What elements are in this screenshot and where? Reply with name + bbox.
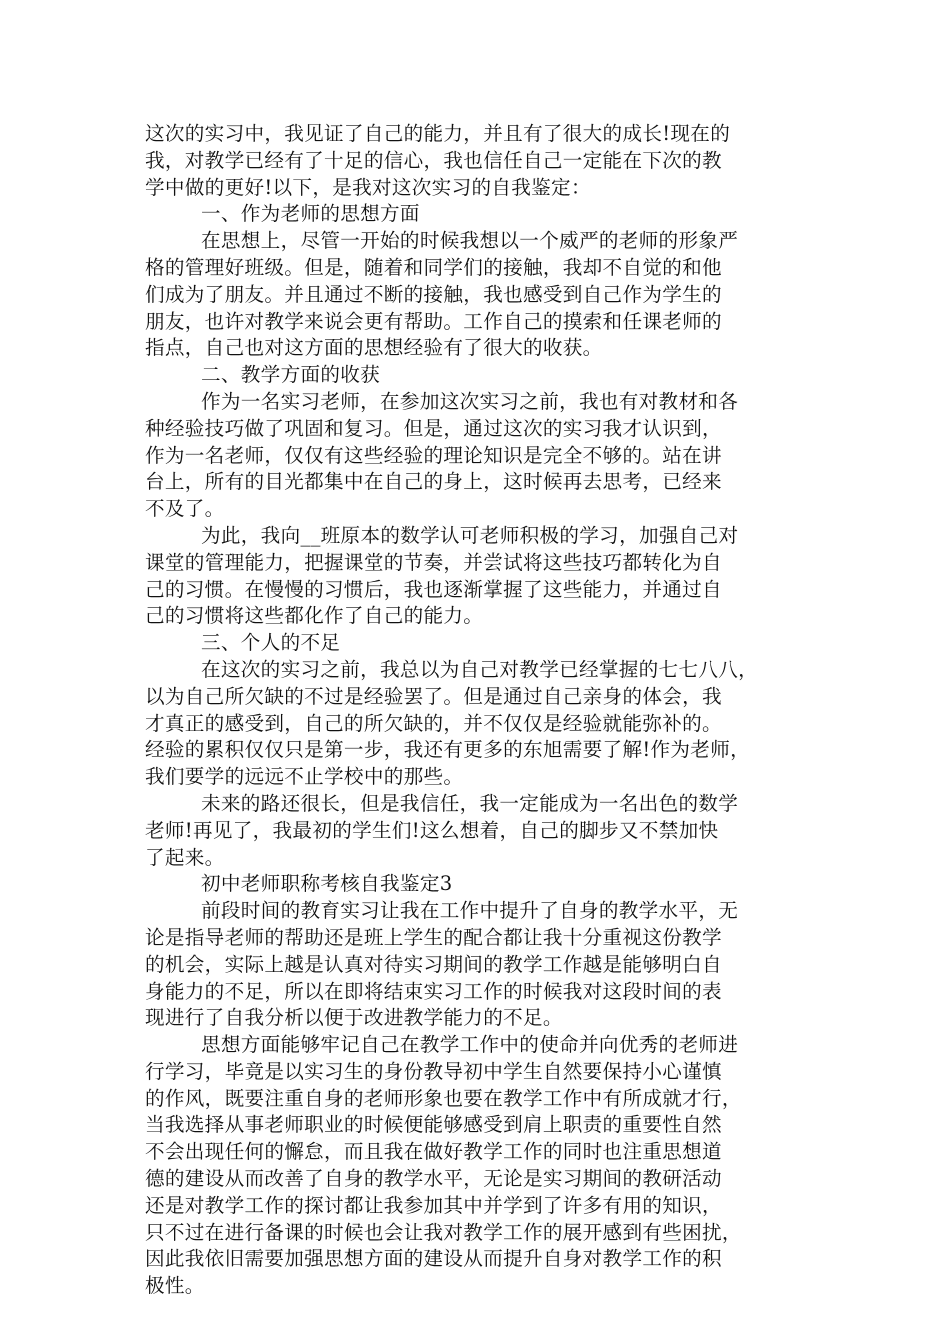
text-line: 指点，自己也对这方面的思想经验有了很大的收获。 — [145, 336, 603, 360]
text-line: 了起来。 — [145, 845, 225, 869]
text-line: 作为一名实习老师，在参加这次实习之前，我也有对教材和各 — [201, 389, 739, 413]
text-line: 的作风，既要注重自身的老师形象也要在教学工作中有所成就才行， — [145, 1086, 742, 1110]
text-line: 学中做的更好!以下，是我对这次实习的自我鉴定： — [145, 175, 591, 199]
text-line: 未来的路还很长，但是我信任，我一定能成为一名出色的数学 — [201, 791, 739, 815]
text-line: 在这次的实习之前，我总以为自己对教学已经掌握的七七八八， — [201, 657, 759, 681]
text-line: 才真正的感受到，自己的所欠缺的，并不仅仅是经验就能弥补的。 — [145, 711, 722, 735]
text-line: 因此我依旧需要加强思想方面的建设从而提升自身对教学工作的积 — [145, 1247, 722, 1271]
text-line: 三、个人的不足 — [201, 631, 341, 655]
text-line: 还是对教学工作的探讨都让我参加其中并学到了许多有用的知识， — [145, 1193, 722, 1217]
text-line: 身能力的不足，所以在即将结束实习工作的时候我对这段时间的表 — [145, 979, 722, 1003]
text-line: 在思想上，尽管一开始的时候我想以一个威严的老师的形象严 — [201, 229, 739, 253]
text-line: 我们要学的远远不止学校中的那些。 — [145, 765, 464, 789]
text-line: 德的建设从而改善了自身的教学水平，无论是实习期间的教研活动 — [145, 1167, 722, 1191]
text-line: 朋友，也许对教学来说会更有帮助。工作自己的摸索和任课老师的 — [145, 309, 722, 333]
text-line: 老师!再见了，我最初的学生们!这么想着，自己的脚步又不禁加快 — [145, 818, 719, 842]
text-line: 前段时间的教育实习让我在工作中提升了自身的教学水平，无 — [201, 899, 739, 923]
text-line: 们成为了朋友。并且通过不断的接触，我也感受到自己作为学生的 — [145, 282, 722, 306]
text-line: 己的习惯将这些都化作了自己的能力。 — [145, 604, 484, 628]
text-line: 的机会，实际上越是认真对待实习期间的教学工作越是能够明白自 — [145, 952, 722, 976]
text-line: 初中老师职称考核自我鉴定3 — [201, 872, 453, 896]
text-line: 格的管理好班级。但是，随着和同学们的接触，我却不自觉的和他 — [145, 255, 722, 279]
text-line: 种经验技巧做了巩固和复习。但是，通过这次的实习我才认识到， — [145, 416, 722, 440]
text-line: 一、作为老师的思想方面 — [201, 202, 420, 226]
text-line: 行学习，毕竟是以实习生的身份教导初中学生自然要保持小心谨慎 — [145, 1059, 722, 1083]
text-line: 作为一名老师，仅仅有这些经验的理论知识是完全不够的。站在讲 — [145, 443, 722, 467]
text-line: 这次的实习中，我见证了自己的能力，并且有了很大的成长!现在的 — [145, 122, 731, 145]
text-line: 当我选择从事老师职业的时候便能够感受到肩上职责的重要性自然 — [145, 1113, 722, 1137]
text-line: 只不过在进行备课的时候也会让我对教学工作的展开感到有些困扰， — [145, 1220, 742, 1244]
text-line: 思想方面能够牢记自己在教学工作中的使命并向优秀的老师进 — [201, 1033, 739, 1057]
text-line: 极性。 — [145, 1274, 205, 1298]
text-line: 台上，所有的目光都集中在自己的身上，这时候再去思考，已经来 — [145, 470, 722, 494]
text-line: 课堂的管理能力，把握课堂的节奏，并尝试将这些技巧都转化为自 — [145, 550, 722, 574]
text-line: 现进行了自我分析以便于改进教学能力的不足。 — [145, 1006, 563, 1030]
text-line: 以为自己所欠缺的不过是经验罢了。但是通过自己亲身的体会，我 — [145, 684, 722, 708]
text-line: 为此，我向__班原本的数学认可老师积极的学习，加强自己对 — [201, 523, 739, 547]
text-line: 二、教学方面的收获 — [201, 363, 381, 387]
text-line: 己的习惯。在慢慢的习惯后，我也逐渐掌握了这些能力，并通过自 — [145, 577, 722, 601]
text-line: 不会出现任何的懈怠，而且我在做好教学工作的同时也注重思想道 — [145, 1140, 722, 1164]
text-line: 经验的累积仅仅只是第一步，我还有更多的东旭需要了解!作为老师， — [145, 738, 750, 762]
text-line: 我，对教学已经有了十足的信心，我也信任自己一定能在下次的教 — [145, 148, 722, 172]
document-body — [145, 121, 815, 1300]
text-line: 不及了。 — [145, 497, 225, 521]
text-line: 论是指导老师的帮助还是班上学生的配合都让我十分重视这份教学 — [145, 925, 722, 949]
